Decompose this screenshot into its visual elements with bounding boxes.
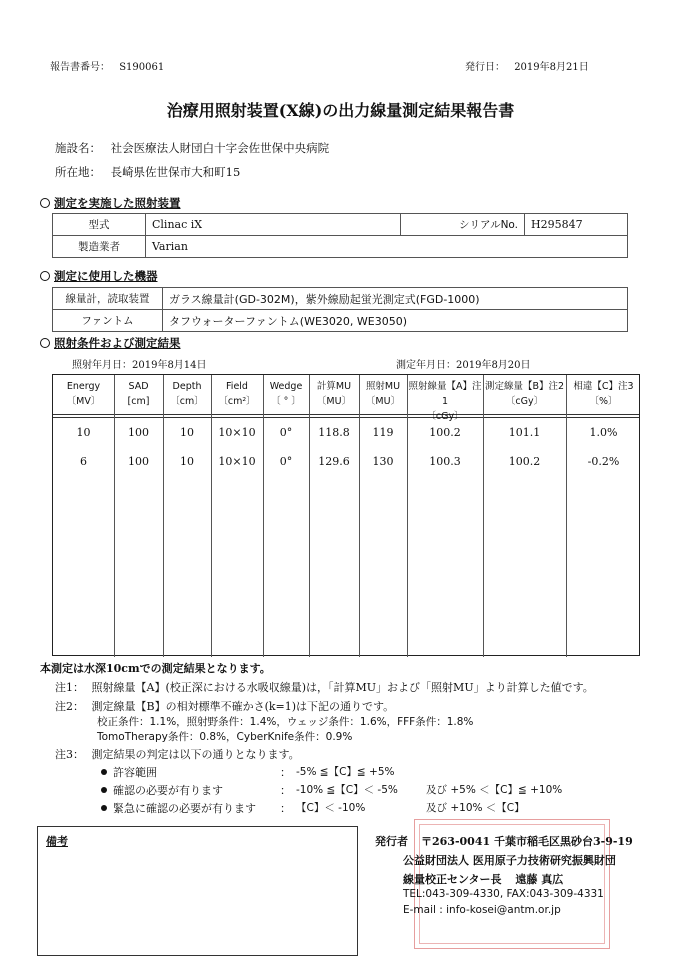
- judge-item: [101, 782, 223, 798]
- judge-range-2: 及び +10% ＜【C】: [426, 802, 525, 814]
- cell-depth: 10: [180, 455, 194, 468]
- note-2-line3: TomoTherapy条件：0.8%，CyberKnife条件：0.9%: [97, 731, 353, 743]
- section-results-heading: 照射条件および測定結果: [40, 335, 181, 351]
- issuer-label: 発行者: [375, 835, 408, 848]
- note-3-text: 測定結果の判定は以下の通りとなります。: [91, 748, 300, 761]
- cell-irr-mu: 119: [372, 426, 394, 439]
- issue-date-value: 2019年8月21日: [514, 62, 589, 73]
- table-row: [53, 236, 628, 258]
- note-1: [55, 679, 594, 695]
- header-wedge: Wedge 〔 ° 〕: [269, 381, 303, 407]
- judge-item: [101, 764, 157, 780]
- cell-wedge: 0°: [279, 455, 293, 468]
- issue-date: [465, 58, 589, 73]
- issuer-tel-fax: TEL:043-309-4330, FAX:043-309-4331: [403, 888, 604, 900]
- irradiation-date: 照射年月日：2019年8月14日: [72, 360, 207, 371]
- note-3: [55, 746, 300, 762]
- facility-address-value: 長崎県佐世保市大和町15: [110, 165, 241, 179]
- cell-dose-a: 100.3: [429, 455, 461, 468]
- issuer-address: 〒263-0041 千葉市稲毛区黒砂台3-9-19: [421, 835, 633, 848]
- cell-field: 10×10: [218, 426, 256, 439]
- serial-value: H295847: [525, 214, 628, 236]
- facility-address: [55, 164, 240, 180]
- issuer-person: 遠藤 真広: [515, 873, 564, 886]
- facility-name: [55, 140, 329, 156]
- header-divider: [53, 417, 639, 418]
- cell-calc-mu: 129.6: [318, 455, 350, 468]
- cell-wedge: 0°: [279, 426, 293, 439]
- judge-range-2: 及び +5% ＜【C】≦ +10%: [426, 784, 563, 796]
- note-1-label: 注1：: [55, 681, 84, 694]
- dosimeter-label: 線量計，読取装置: [53, 288, 163, 310]
- issuer-dept-text: 線量校正センター長: [403, 873, 502, 886]
- judge-label: 確認の必要が有ります: [113, 784, 223, 797]
- table-row: [53, 310, 628, 332]
- remarks-box: [37, 826, 358, 956]
- page-title: 治療用照射装置(X線)の出力線量測定結果報告書: [166, 101, 515, 120]
- issuer-department: [403, 871, 563, 887]
- table-row: [53, 288, 628, 310]
- cell-energy: 10: [76, 426, 91, 439]
- cell-dose-b: 100.2: [508, 455, 541, 468]
- maker-value: Varian: [146, 236, 628, 258]
- header-diff-c: 相違【C】注3 〔%〕: [573, 381, 634, 407]
- judge-range: 【C】＜ -10%: [296, 802, 366, 814]
- issue-date-label: 発行日：: [465, 62, 505, 73]
- report-number-label: 報告書番号：: [50, 62, 110, 73]
- header-dose-a: 照射線量【A】注1 〔cGy〕: [408, 381, 482, 422]
- phantom-value: タフウォーターファントム(WE3020, WE3050): [163, 310, 628, 332]
- facility-address-label: 所在地：: [55, 165, 101, 179]
- cell-irr-mu: 130: [372, 455, 394, 468]
- judge-colon: ：: [280, 802, 291, 815]
- header-sad: SAD [cm]: [127, 381, 150, 407]
- judge-label: 許容範囲: [113, 766, 157, 779]
- cell-energy: 6: [80, 455, 87, 468]
- bullet-icon: [101, 805, 107, 811]
- cell-depth: 10: [180, 426, 194, 439]
- note-1-text: 照射線量【A】(校正深における水吸収線量)は，「計算MU」および「照射MU」より計算した値です。: [91, 681, 594, 694]
- maker-label: 製造業者: [53, 236, 146, 258]
- cell-calc-mu: 118.8: [318, 426, 350, 439]
- judge-colon: ：: [280, 766, 291, 779]
- cell-field: 10×10: [218, 455, 256, 468]
- bullet-icon: [101, 769, 107, 775]
- cell-sad: 100: [128, 426, 149, 439]
- notes-lead: 本測定は水深10cmでの測定結果となります。: [40, 662, 271, 675]
- bullet-icon: [101, 787, 107, 793]
- issuer-email: E-mail : info-kosei@antm.or.jp: [403, 904, 561, 916]
- cell-diff-c: 1.0%: [589, 426, 618, 439]
- remarks-label: 備考: [46, 835, 68, 848]
- dosimeter-value: ガラス線量計(GD-302M)，紫外線励起蛍光測定式(FGD-1000): [163, 288, 628, 310]
- circle-icon: [40, 198, 50, 208]
- judge-colon: ：: [280, 784, 291, 797]
- circle-icon: [40, 338, 50, 348]
- cell-sad: 100: [128, 455, 149, 468]
- header-field: Field 〔cm²〕: [218, 381, 256, 407]
- section-device-heading: 測定を実施した照射装置: [40, 195, 181, 211]
- judge-label: 緊急に確認の必要が有ります: [113, 802, 256, 815]
- judge-range: -10% ≦【C】＜ -5%: [296, 784, 398, 796]
- measurement-date: 測定年月日：2019年8月20日: [396, 360, 531, 371]
- table-row: [53, 214, 628, 236]
- note-2-text: 測定線量【B】の相対標準不確かさ(k=1)は下記の通りです。: [91, 700, 395, 713]
- note-2-label: 注2：: [55, 700, 84, 713]
- section-instruments-heading: 測定に使用した機器: [40, 268, 158, 284]
- device-type-label: 型式: [53, 214, 146, 236]
- cell-diff-c: -0.2%: [587, 455, 620, 468]
- circle-icon: [40, 271, 50, 281]
- note-2-line2: 校正条件：1.1%，照射野条件：1.4%，ウェッジ条件：1.6%，FFF条件：1.8%: [97, 716, 474, 728]
- header-irr-mu: 照射MU 〔MU〕: [365, 381, 401, 407]
- judge-range: -5% ≦【C】≦ +5%: [296, 766, 395, 778]
- device-type-value: Clinac iX: [146, 214, 401, 236]
- phantom-label: ファントム: [53, 310, 163, 332]
- cell-dose-b: 101.1: [508, 426, 541, 439]
- header-depth: Depth 〔cm〕: [170, 381, 204, 407]
- header-calc-mu: 計算MU 〔MU〕: [316, 381, 352, 407]
- facility-name-value: 社会医療法人財団白十字会佐世保中央病院: [110, 141, 330, 155]
- device-table: [52, 213, 628, 258]
- facility-name-label: 施設名：: [55, 141, 101, 155]
- note-2: [55, 698, 394, 714]
- note-3-label: 注3：: [55, 748, 84, 761]
- serial-label: シリアルNo.: [401, 214, 525, 236]
- judge-item: [101, 800, 256, 816]
- header-energy: Energy 〔MV〕: [66, 381, 101, 407]
- issuer-organization: 公益財団法人 医用原子力技術研究振興財団: [403, 854, 616, 867]
- report-number-value: S190061: [119, 62, 165, 73]
- results-table: [52, 374, 640, 656]
- report-number: [50, 58, 164, 73]
- header-dose-b: 測定線量【B】注2 〔cGy〕: [484, 381, 565, 407]
- cell-dose-a: 100.2: [429, 426, 461, 439]
- instrument-table: [52, 287, 628, 332]
